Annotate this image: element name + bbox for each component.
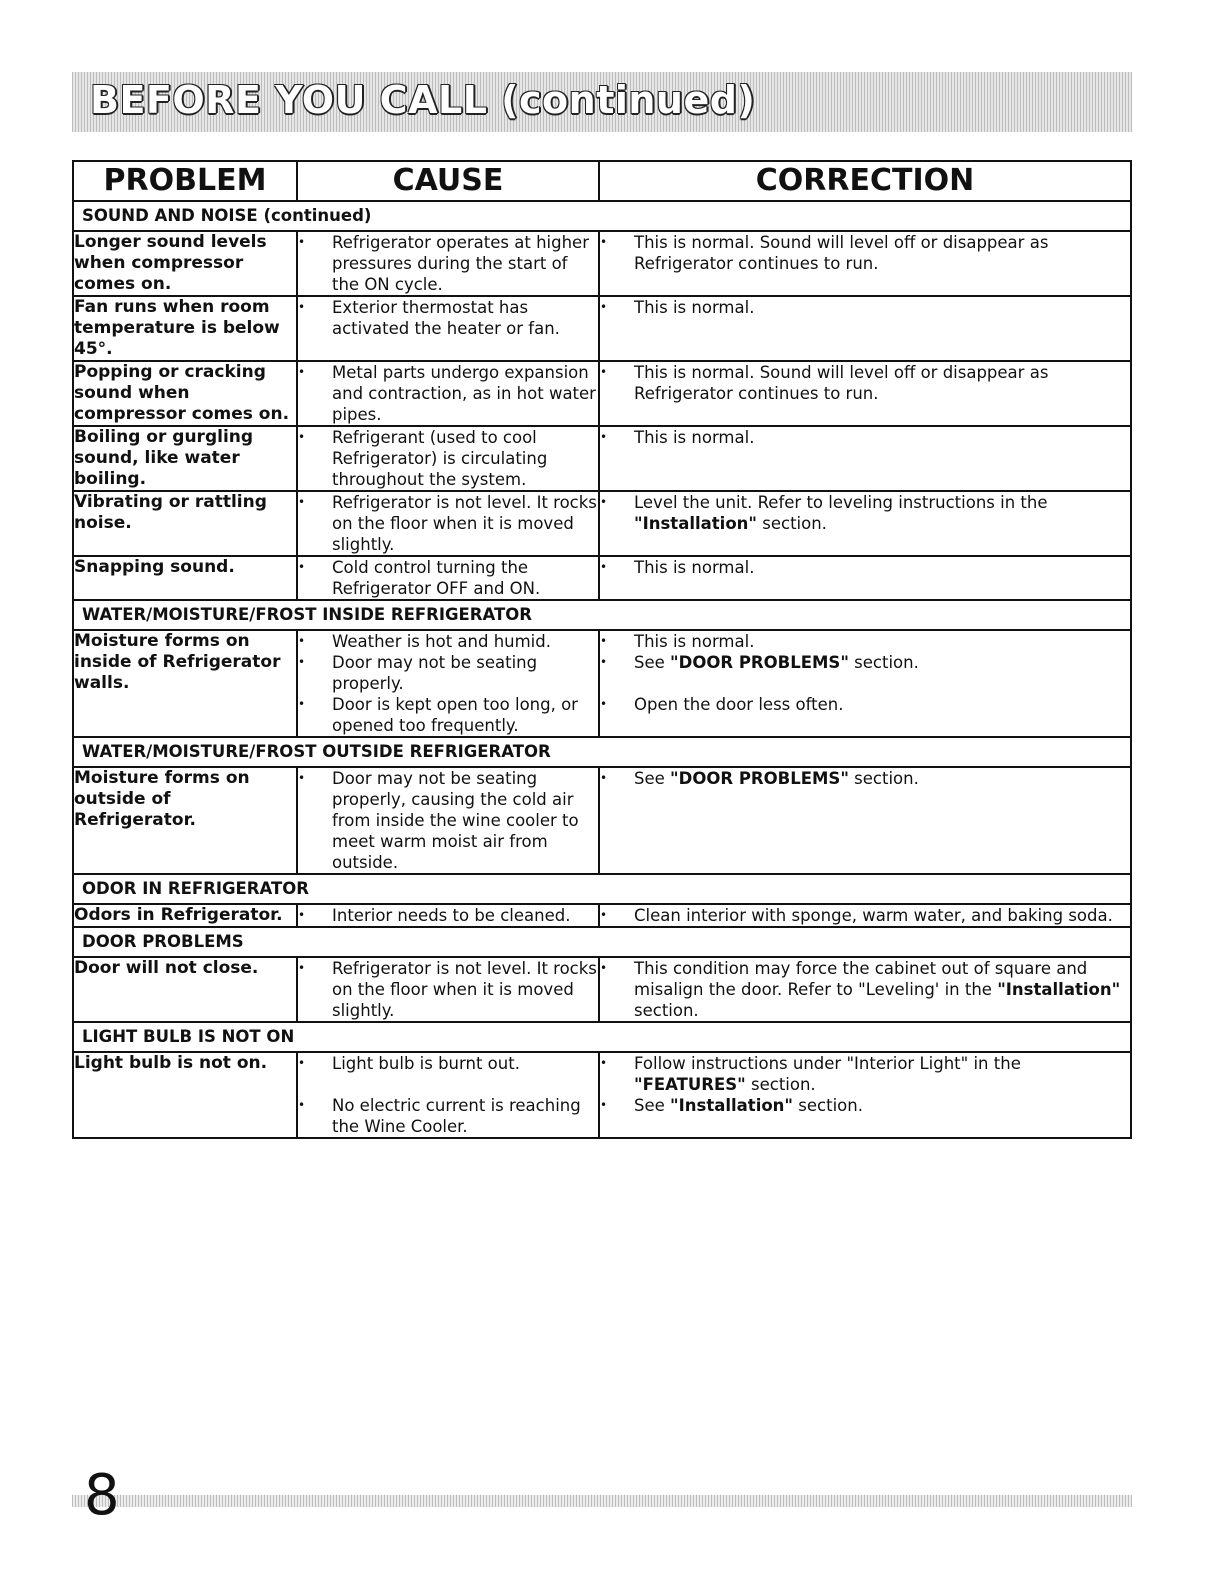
cause-cell: • Refrigerant (used to cool Refrigerator) is circulating throughout the system. (297, 426, 599, 491)
bullet-icon: • (600, 634, 608, 648)
bullet-icon: • (298, 300, 306, 314)
section-header: WATER/MOISTURE/FROST INSIDE REFRIGERATOR (73, 600, 1131, 630)
table-row (73, 904, 1131, 927)
correction-cell: • Clean interior with sponge, warm water, and baking soda. (599, 904, 1131, 927)
table-row (73, 361, 1131, 426)
cause-cell: • Refrigerator is not level. It rocks on the floor when it is moved slightly. (297, 491, 599, 556)
bullet-icon: • (600, 961, 608, 975)
bullet-icon: • (600, 430, 608, 444)
problem-cell: Boiling or gurgling sound, like water boiling. (73, 426, 297, 491)
table-row (73, 957, 1131, 1022)
bullet-icon: • (600, 560, 608, 574)
correction-cell: • This is normal. (599, 296, 1131, 361)
table-header-row (73, 161, 1131, 201)
section-header: SOUND AND NOISE (continued) (73, 201, 1131, 231)
section-header: LIGHT BULB IS NOT ON (73, 1022, 1131, 1052)
correction-cell: • This is normal. (599, 426, 1131, 491)
table-row (73, 231, 1131, 296)
bullet-icon: • (298, 365, 306, 379)
table-row (73, 630, 1131, 737)
cause-cell: • Interior needs to be cleaned. (297, 904, 599, 927)
bullet-icon: • (600, 908, 608, 922)
problem-cell: Popping or cracking sound when compressor comes on. (73, 361, 297, 426)
cause-cell: • Door may not be seating properly, causing the cold air from inside the wine cooler to meet warm moist air from outside. (297, 767, 599, 874)
section-header: WATER/MOISTURE/FROST OUTSIDE REFRIGERATOR (73, 737, 1131, 767)
bullet-icon: • (298, 1098, 306, 1112)
bullet-icon: • (298, 655, 306, 669)
problem-cell: Moisture forms on outside of Refrigerator. (73, 767, 297, 874)
cause-cell: • Light bulb is burnt out. • No electric current is reaching the Wine Cooler. (297, 1052, 599, 1138)
installation-ref: "Installation" (634, 514, 757, 533)
bullet-icon: • (600, 655, 608, 669)
section-header: ODOR IN REFRIGERATOR (73, 874, 1131, 904)
table-row (73, 426, 1131, 491)
bullet-icon: • (600, 365, 608, 379)
bullet-icon: • (298, 908, 306, 922)
section-header: DOOR PROBLEMS (73, 927, 1131, 957)
header-banner (72, 72, 1132, 132)
bullet-icon: • (298, 560, 306, 574)
page-title: BEFORE YOU CALL (continued) (90, 78, 756, 122)
page-number: 8 (84, 1463, 120, 1528)
bullet-icon: • (298, 495, 306, 509)
table-row (73, 296, 1131, 361)
correction-cell: • See "DOOR PROBLEMS" section. (599, 767, 1131, 874)
bullet-icon: • (600, 771, 608, 785)
installation-ref: "Installation" (997, 980, 1121, 999)
bullet-icon: • (298, 430, 306, 444)
correction-cell: • This is normal. Sound will level off or disappear as Refrigerator continues to run. (599, 231, 1131, 296)
correction-cell: • This is normal. Sound will level off or disappear as Refrigerator continues to run. (599, 361, 1131, 426)
cause-cell: • Refrigerator is not level. It rocks on the floor when it is moved slightly. (297, 957, 599, 1022)
door-problems-ref: "DOOR PROBLEMS" (670, 769, 849, 788)
correction-cell: • This condition may force the cabinet out of square and misalign the door. Refer to "Leveling' in the "Installation" section. (599, 957, 1131, 1022)
bullet-icon: • (298, 697, 306, 711)
problem-cell: Snapping sound. (73, 556, 297, 600)
bullet-icon: • (600, 495, 608, 509)
header-correction: CORRECTION (599, 161, 1131, 201)
header-problem: PROBLEM (73, 161, 297, 201)
cause-cell: • Weather is hot and humid. • Door may not be seating properly. • Door is kept open too long, or opened too frequently. (297, 630, 599, 737)
correction-cell: • This is normal. (599, 556, 1131, 600)
bullet-icon: • (600, 1098, 608, 1112)
cause-cell: • Cold control turning the Refrigerator OFF and ON. (297, 556, 599, 600)
table-row (73, 767, 1131, 874)
bullet-icon: • (600, 1056, 608, 1070)
problem-cell: Odors in Refrigerator. (73, 904, 297, 927)
header-cause: CAUSE (297, 161, 599, 201)
table-row (73, 491, 1131, 556)
table-row (73, 556, 1131, 600)
problem-cell: Fan runs when room temperature is below 45°. (73, 296, 297, 361)
cause-cell: • Metal parts undergo expansion and contraction, as in hot water pipes. (297, 361, 599, 426)
bullet-icon: • (600, 697, 608, 711)
problem-cell: Light bulb is not on. (73, 1052, 297, 1138)
correction-cell: • Follow instructions under "Interior Light" in the "FEATURES" section. • See "Installation" section. (599, 1052, 1131, 1138)
troubleshooting-table (72, 160, 1132, 1139)
correction-cell: • Level the unit. Refer to leveling instructions in the "Installation" section. (599, 491, 1131, 556)
cause-cell: • Exterior thermostat has activated the heater or fan. (297, 296, 599, 361)
footer-bar (72, 1495, 1132, 1507)
table-row (73, 1052, 1131, 1138)
cause-cell: • Refrigerator operates at higher pressures during the start of the ON cycle. (297, 231, 599, 296)
bullet-icon: • (298, 235, 306, 249)
bullet-icon: • (298, 771, 306, 785)
bullet-icon: • (600, 235, 608, 249)
bullet-icon: • (600, 300, 608, 314)
features-ref: "FEATURES" (634, 1075, 746, 1094)
problem-cell: Door will not close. (73, 957, 297, 1022)
correction-cell: • This is normal. • See "DOOR PROBLEMS" section. • Open the door less often. (599, 630, 1131, 737)
problem-cell: Longer sound levels when compressor comes on. (73, 231, 297, 296)
bullet-icon: • (298, 961, 306, 975)
door-problems-ref: "DOOR PROBLEMS" (670, 653, 849, 672)
problem-cell: Moisture forms on inside of Refrigerator walls. (73, 630, 297, 737)
problem-cell: Vibrating or rattling noise. (73, 491, 297, 556)
bullet-icon: • (298, 1056, 306, 1070)
installation-ref: "Installation" (670, 1096, 794, 1115)
bullet-icon: • (298, 634, 306, 648)
